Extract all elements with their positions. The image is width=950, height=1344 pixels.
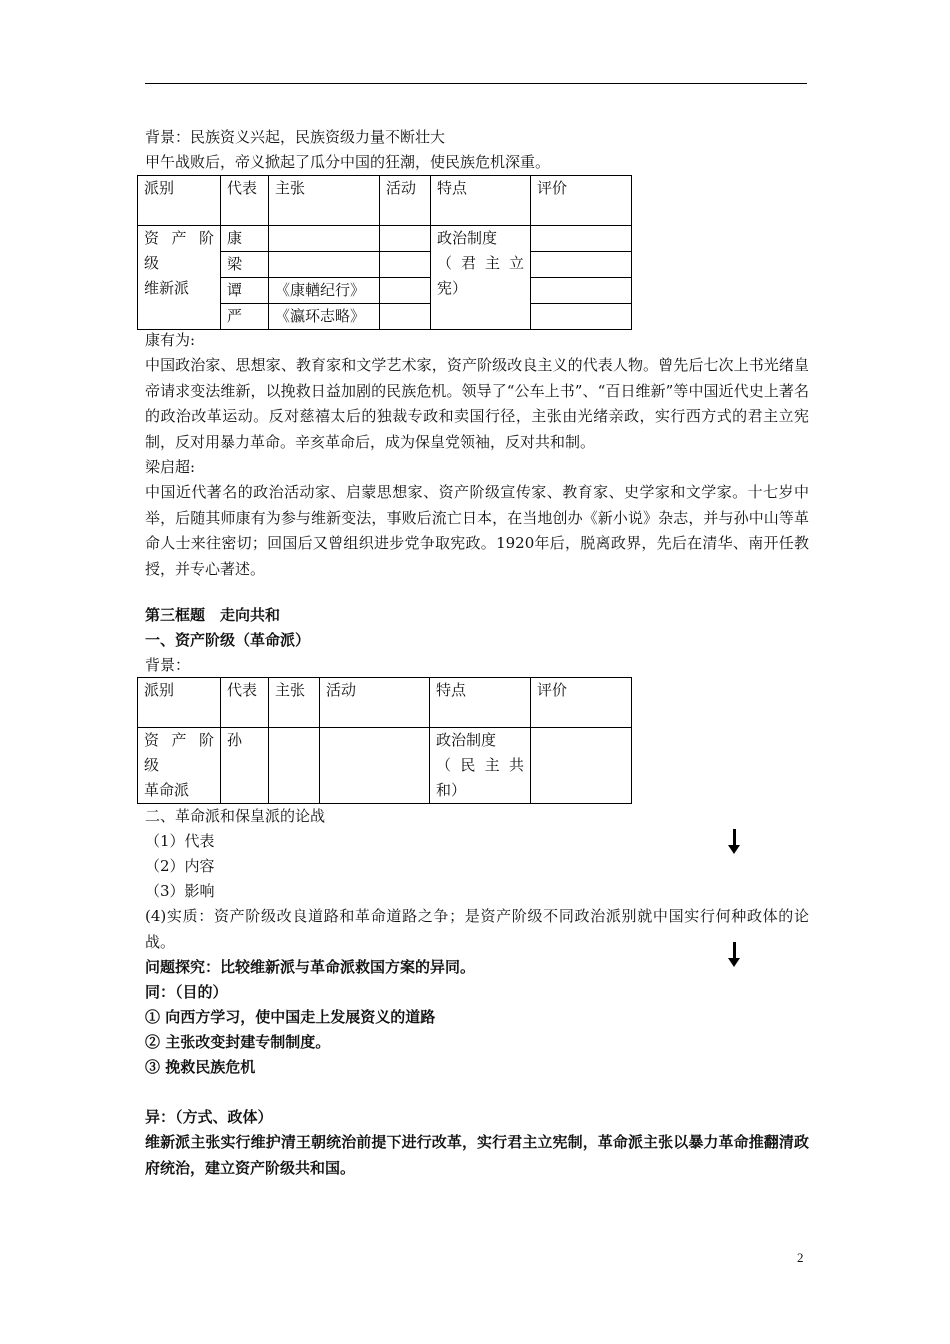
work-cell xyxy=(269,226,380,252)
activity-cell xyxy=(380,278,431,304)
activity-cell xyxy=(380,226,431,252)
debate-item: （3）影响 xyxy=(145,882,215,900)
rep-yan: 严 xyxy=(221,304,269,330)
header-faction: 派别 xyxy=(138,678,221,728)
faction-cell: 资产阶 级 维新派 xyxy=(138,226,221,330)
evaluation-cell xyxy=(531,304,632,330)
intro-background: 背景：民族资义兴起，民族资级力量不断壮大 xyxy=(145,128,446,146)
work-cell: 《瀛环志略》 xyxy=(269,304,380,330)
evaluation-cell xyxy=(531,226,632,252)
header-proposal: 主张 xyxy=(269,678,320,728)
evaluation-cell xyxy=(531,278,632,304)
diff-title: 异：（方式、政体） xyxy=(145,1108,273,1126)
evaluation-cell xyxy=(531,252,632,278)
faction-cell: 资产阶 级 革命派 xyxy=(138,728,221,804)
evaluation-cell xyxy=(531,728,632,804)
header-feature: 特点 xyxy=(431,176,531,226)
revolutionary-table xyxy=(137,677,632,804)
rep-tan: 谭 xyxy=(221,278,269,304)
section-background: 背景： xyxy=(145,656,191,674)
section-subtitle: 一、资产阶级（革命派） xyxy=(145,631,311,649)
proposal-cell xyxy=(269,728,320,804)
work-cell: 《康輶纪行》 xyxy=(269,278,380,304)
liang-title: 梁启超: xyxy=(145,458,196,476)
header-proposal: 主张 xyxy=(269,176,380,226)
work-cell xyxy=(269,252,380,278)
same-item: ① 向西方学习，使中国走上发展资义的道路 xyxy=(145,1008,436,1026)
rep-liang: 梁 xyxy=(221,252,269,278)
debate-item: （1）代表 xyxy=(145,832,215,850)
diff-body: 维新派主张实行维护清王朝统治前提下进行改革，实行君主立宪制，革命派主张以暴力革命推翻清政府统治，建立资产阶级共和国。 xyxy=(145,1133,809,1177)
header-feature: 特点 xyxy=(430,678,531,728)
debate-title: 二、革命派和保皇派的论战 xyxy=(145,807,326,825)
page-number: 2 xyxy=(797,1250,804,1265)
header-activity: 活动 xyxy=(380,176,431,226)
rep-kang: 康 xyxy=(221,226,269,252)
same-item: ③ 挽救民族危机 xyxy=(145,1058,256,1076)
kang-body: 中国政治家、思想家、教育家和文学艺术家，资产阶级改良主义的代表人物。曾先后七次上书光绪皇帝请求变法维新，以挽救日益加剧的民族危机。领导了“公车上书”、“百日维新”等中国近代史上著名的政治改革运动。反对慈禧太后的独裁专政和卖国行径，主张由光绪亲政，实行西方式的君主立宪制，反对用暴力革命。辛亥革命后，成为保皇党领袖，反对共和制。 xyxy=(145,356,809,451)
activity-cell xyxy=(380,252,431,278)
inquiry-title: 问题探究：比较维新派与革命派救国方案的异同。 xyxy=(145,958,476,976)
intro-crisis: 甲午战败后，帝义掀起了瓜分中国的狂潮，使民族危机深重。 xyxy=(145,153,551,171)
same-title: 同：（目的） xyxy=(145,983,228,1001)
header-evaluation: 评价 xyxy=(531,176,632,226)
debate-item: （2）内容 xyxy=(145,857,215,875)
header-activity: 活动 xyxy=(320,678,430,728)
feature-cell: 政治制度 （君主立 宪） xyxy=(431,226,531,330)
feature-cell: 政治制度 （民主共 和） xyxy=(430,728,531,804)
kang-title: 康有为: xyxy=(145,331,196,349)
header-faction: 派别 xyxy=(138,176,221,226)
header-rule xyxy=(145,83,807,84)
section-title: 第三框题 走向共和 xyxy=(145,606,281,624)
activity-cell xyxy=(320,728,430,804)
debate-essence: (4)实质：资产阶级改良道路和革命道路之争；是资产阶级不同政治派别就中国实行何种政体的论战。 xyxy=(145,907,809,951)
header-representative: 代表 xyxy=(221,678,269,728)
liang-body: 中国近代著名的政治活动家、启蒙思想家、资产阶级宣传家、教育家、史学家和文学家。十七岁中举，后随其师康有为参与维新变法，事败后流亡日本，在当地创办《新小说》杂志，并与孙中山等革命人士来往密切；回国后又曾组织进步党争取宪政。1920年后，脱离政界，先后在清华、南开任教授，并专心著述。 xyxy=(145,483,809,578)
reformist-table xyxy=(137,175,632,330)
activity-cell xyxy=(380,304,431,330)
same-item: ② 主张改变封建专制制度。 xyxy=(145,1033,331,1051)
header-representative: 代表 xyxy=(221,176,269,226)
header-evaluation: 评价 xyxy=(531,678,632,728)
rep-sun: 孙 xyxy=(221,728,269,804)
